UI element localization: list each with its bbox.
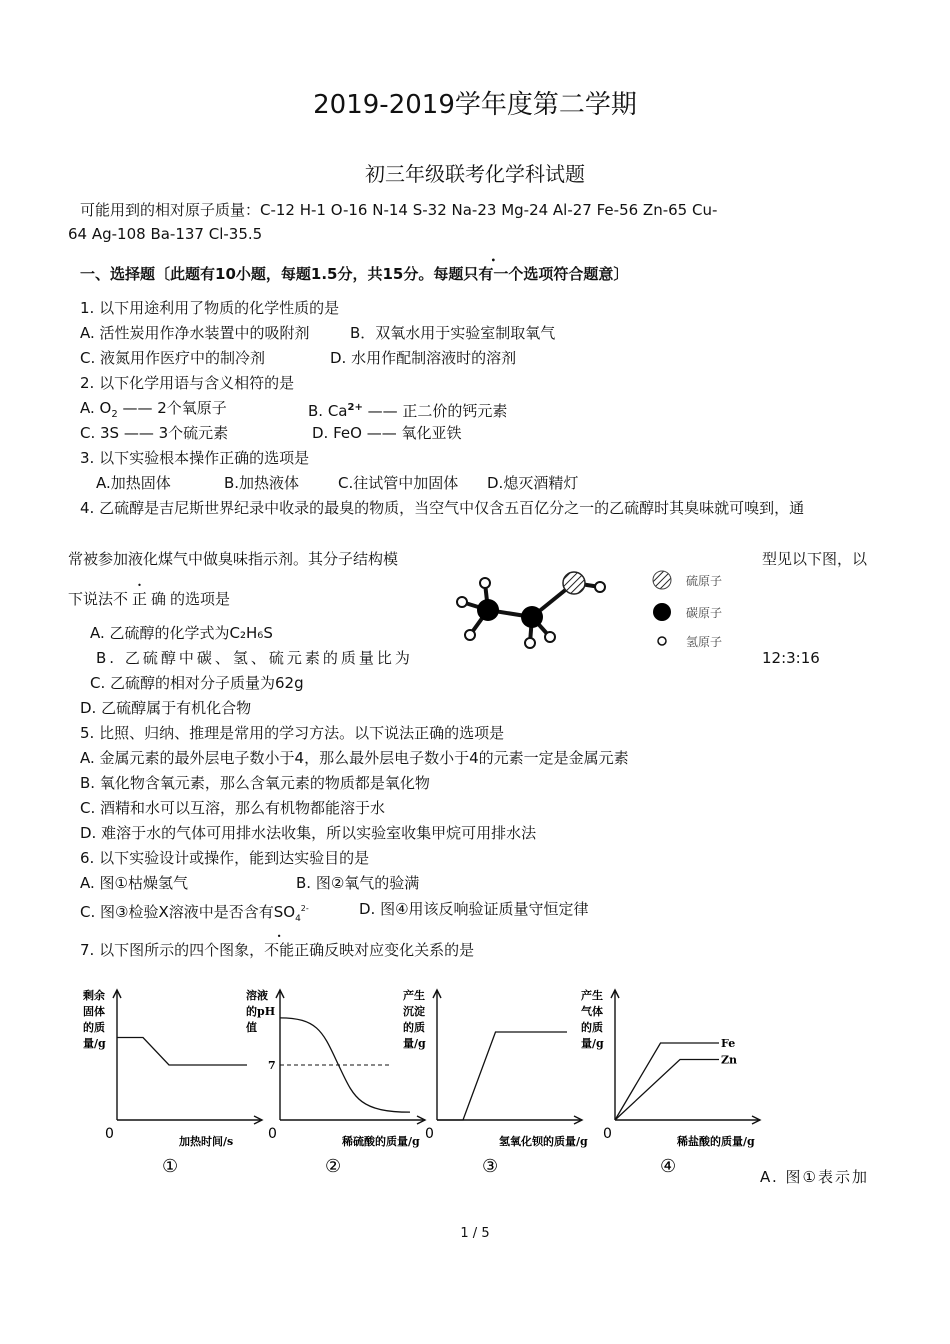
q2-optA-main: A. O xyxy=(80,399,112,417)
origin-label: 0 xyxy=(268,1126,277,1142)
q5-stem: 5. 比照、归纳、推理是常用的学习方法。以下说法正确的选项是 xyxy=(80,724,505,742)
q2-optA-rest: —— 2个氧原子 xyxy=(117,399,227,417)
q4-stem-line2-right: 型见以下图，以 xyxy=(762,550,868,568)
q4-optA: A. 乙硫醇的化学式为C₂H₆S xyxy=(90,624,273,642)
q2-stem: 2. 以下化学用语与含义相符的是 xyxy=(80,374,295,392)
q5-optC: C. 酒精和水可以互溶，那么有机物都能溶于水 xyxy=(80,799,386,817)
q4-stem-line3 xyxy=(68,589,230,609)
q1-optA: A. 活性炭用作净水装置中的吸附剂 xyxy=(80,324,310,342)
atomic-masses-line1: 可能用到的相对原子质量：C-12 H-1 O-16 N-14 S-32 Na-23 Mg-24 Al-27 Fe-56 Zn-65 Cu- xyxy=(80,201,718,219)
origin-label: 0 xyxy=(105,1126,114,1142)
x-axis-label: 氢氧化钡的质量/g xyxy=(499,1135,588,1148)
page-number: 1 / 5 xyxy=(460,1226,490,1241)
q4-stem3-a: 下说法 xyxy=(68,590,114,608)
q1-optD: D. 水用作配制溶液时的溶剂 xyxy=(330,349,517,367)
chart-number: ③ xyxy=(482,1156,499,1177)
q6-stem: 6. 以下实验设计或操作，能到达实验目的是 xyxy=(80,849,370,867)
q6-optA: A. 图①枯燥氢气 xyxy=(80,874,188,892)
q3-stem: 3. 以下实验根本操作正确的选项是 xyxy=(80,449,310,467)
series-line xyxy=(117,1038,247,1066)
series-label: Zn xyxy=(721,1053,738,1067)
y-axis-label: 的质 xyxy=(403,1021,425,1034)
series-line xyxy=(437,1032,567,1120)
q7-stem-b: 正确反映对应变化关系的是 xyxy=(294,941,475,959)
chart-number: ① xyxy=(162,1156,179,1177)
y-axis-label: 溶液 xyxy=(246,989,268,1002)
q4-stem3-b: 的选项是 xyxy=(170,590,231,608)
section1-heading xyxy=(80,264,628,284)
carbon-atom xyxy=(477,599,499,621)
q4-optB: B. 乙硫醇中碳、氢、硫元素的质量比为 xyxy=(96,649,413,667)
section1-heading-b: 选项符合题意〕 xyxy=(523,265,629,283)
x-axis-label: 稀硫酸的质量/g xyxy=(342,1135,420,1148)
q6-optC xyxy=(80,899,309,929)
q4-optB-ratio: 12:3:16 xyxy=(762,649,820,667)
chart-number: ② xyxy=(325,1156,342,1177)
series-line xyxy=(615,1060,719,1121)
x-axis-label: 加热时间/s xyxy=(179,1135,234,1148)
page-subtitle: 初三年级联考化学科试题 xyxy=(365,162,585,186)
legend-carbon-label: 碳原子 xyxy=(686,606,723,620)
q7-stem xyxy=(80,940,474,960)
q7-charts xyxy=(70,975,770,1185)
y-axis-label: 量/g xyxy=(403,1037,426,1050)
q4-stem-line2: 常被参加液化煤气中做臭味指示剂。其分子结构模 xyxy=(68,550,399,568)
atomic-masses-line2: 64 Ag-108 Ba-137 Cl-35.5 xyxy=(68,225,263,243)
hydrogen-atom xyxy=(480,578,490,588)
legend-hydrogen-label: 氢原子 xyxy=(686,635,723,649)
q3-optC: C.往试管中加固体 xyxy=(338,474,459,492)
legend-sulfur-label: 硫原子 xyxy=(686,574,723,588)
q5-optD: D. 难溶于水的气体可用排水法收集，所以实验室收集甲烷可用排水法 xyxy=(80,824,537,842)
q3-optB: B.加热液体 xyxy=(224,474,300,492)
legend-sulfur-marker xyxy=(653,571,671,589)
ethanethiol-molecule-model xyxy=(450,565,630,650)
q2-optA xyxy=(80,398,227,425)
q4-stem3-emph: 不正确 xyxy=(113,590,171,608)
x-axis-label: 稀盐酸的质量/g xyxy=(677,1135,755,1148)
q4-optD: D. 乙硫醇属于有机化合物 xyxy=(80,699,252,717)
hydrogen-atom xyxy=(525,638,535,648)
q6-optC-sub: 4 xyxy=(295,914,301,924)
hydrogen-atom xyxy=(545,632,555,642)
q6-optB: B. 图②氧气的验满 xyxy=(296,874,420,892)
q7-stem-a: 7. 以下图所示的四个图象， xyxy=(80,941,265,959)
page-title: 2019-2019学年度第二学期 xyxy=(313,90,637,120)
q2-optD: D. FeO —— 氧化亚铁 xyxy=(312,424,462,442)
carbon-atom xyxy=(521,606,543,628)
chart-number: ④ xyxy=(660,1156,677,1177)
hydrogen-atom xyxy=(595,582,605,592)
ytick-label: 7 xyxy=(268,1059,276,1072)
section1-heading-emph: 只有一个 xyxy=(463,265,524,283)
section1-heading-a: 一、选择题〔此题有10小题，每题1.5分，共15分。每题 xyxy=(80,265,464,283)
q5-optB: B. 氧化物含氧元素，那么含氧元素的物质都是氧化物 xyxy=(80,774,430,792)
q2-optB-main: B. Ca xyxy=(308,402,348,420)
y-axis-label: 产生 xyxy=(581,989,603,1002)
y-axis-label: 剩余 xyxy=(83,989,105,1002)
sulfur-atom xyxy=(563,572,585,594)
y-axis-label: 气体 xyxy=(581,1005,603,1018)
y-axis-label: 值 xyxy=(246,1021,257,1034)
q3-optD: D.熄灭酒精灯 xyxy=(487,474,579,492)
q1-optB: B．双氧水用于实验室制取氧气 xyxy=(350,324,556,342)
q4-stem-line1: 4. 乙硫醇是吉尼斯世界纪录中收录的最臭的物质，当空气中仅含五百亿分之一的乙硫醇时其臭味就可嗅到，通 xyxy=(80,499,805,517)
molecule-legend-markers xyxy=(650,570,672,650)
q3-optA: A.加热固体 xyxy=(96,474,171,492)
y-axis-label: 的质 xyxy=(83,1021,105,1034)
hydrogen-atom xyxy=(457,597,467,607)
y-axis-label: 量/g xyxy=(83,1037,106,1050)
q2-optC: C. 3S —— 3个硫元素 xyxy=(80,424,229,442)
q7-optA-partial: A. 图①表示加 xyxy=(760,1168,869,1186)
q2-optB xyxy=(308,398,507,421)
q6-optC-main: C. 图③检验X溶液中是否含有SO xyxy=(80,903,296,921)
y-axis-label: 固体 xyxy=(83,1005,105,1018)
origin-label: 0 xyxy=(425,1126,434,1142)
hydrogen-atom xyxy=(465,630,475,640)
q4-optC: C. 乙硫醇的相对分子质量为62g xyxy=(90,674,304,692)
legend-carbon-marker xyxy=(653,603,671,621)
q1-optC: C. 液氮用作医疗中的制冷剂 xyxy=(80,349,266,367)
y-axis-label: 的pH xyxy=(246,1005,276,1018)
q2-optB-sup: 2+ xyxy=(347,402,363,413)
q2-optA-sub: 2 xyxy=(111,409,118,420)
q6-optD: D. 图④用该反响验证质量守恒定律 xyxy=(359,900,589,918)
q1-stem: 1. 以下用途利用了物质的化学性质的是 xyxy=(80,299,340,317)
q7-stem-emph: 不能 xyxy=(264,941,295,959)
origin-label: 0 xyxy=(603,1126,612,1142)
y-axis-label: 量/g xyxy=(581,1037,604,1050)
y-axis-label: 沉淀 xyxy=(403,1005,425,1018)
series-label: Fe xyxy=(721,1037,736,1050)
q6-optC-sup: 2- xyxy=(300,904,309,913)
q2-optB-rest: —— 正二价的钙元素 xyxy=(362,402,508,420)
q5-optA: A. 金属元素的最外层电子数小于4，那么最外层电子数小于4的元素一定是金属元素 xyxy=(80,749,629,767)
legend-hydrogen-marker xyxy=(658,637,666,645)
y-axis-label: 产生 xyxy=(403,989,425,1002)
series-line xyxy=(615,1043,719,1120)
y-axis-label: 的质 xyxy=(581,1021,603,1034)
